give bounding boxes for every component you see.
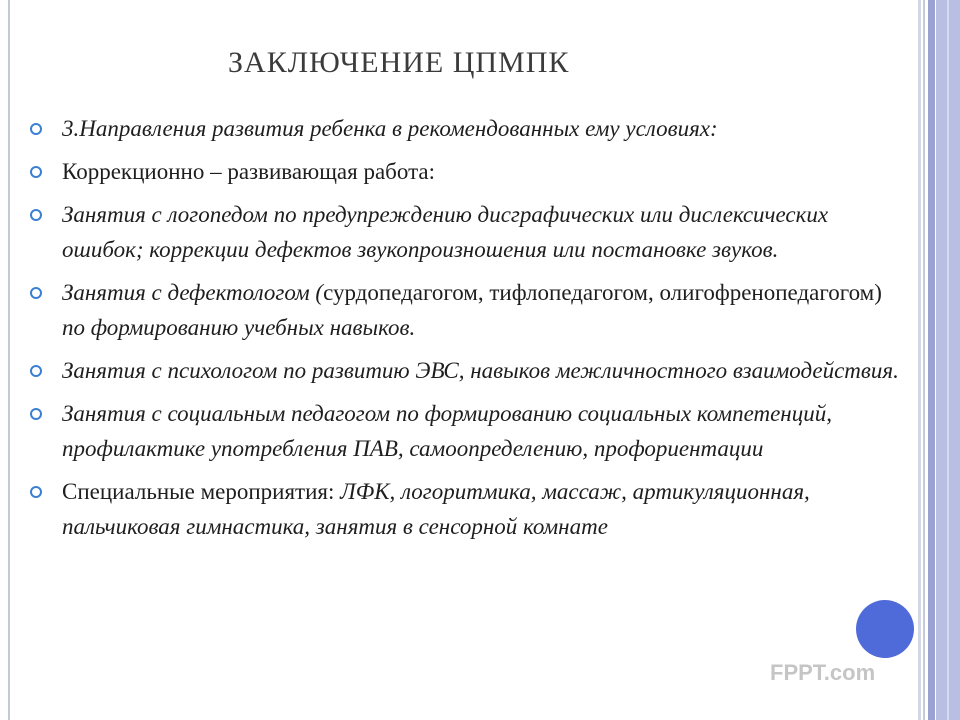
- watermark-logo: FPPT.com: [770, 660, 876, 685]
- decorative-circle: [856, 600, 914, 658]
- right-band-thin-1: [918, 0, 921, 720]
- bullet-text: Специальные мероприятия:: [62, 479, 341, 504]
- bullet-marker-icon: [30, 408, 42, 420]
- bullet-marker-icon: [30, 365, 42, 377]
- right-band-dark: [928, 0, 935, 720]
- bullet-text: 3.Направления развития ребенка в рекомендованных ему условиях:: [62, 116, 718, 141]
- bullet-item: [30, 353, 902, 388]
- bullet-text: Занятия с социальным педагогом по формированию социальных компетенций, профилактике употребления ПАВ, самоопределению, профориентации: [62, 401, 832, 461]
- bullet-text: Занятия с логопедом по предупреждению дисграфических или дислексических ошибок; коррекции дефектов звукопроизношения или постановке звуков.: [62, 202, 829, 262]
- bullet-text: по формированию учебных навыков.: [62, 315, 416, 340]
- bullet-item: [30, 275, 902, 345]
- bullet-item: [30, 197, 902, 267]
- bullet-text: Коррекционно – развивающая работа:: [62, 159, 436, 184]
- bullet-marker-icon: [30, 486, 42, 498]
- bullet-marker-icon: [30, 166, 42, 178]
- bullet-item: [30, 474, 902, 544]
- bullet-list: [30, 111, 902, 552]
- bullet-item: [30, 111, 902, 146]
- bullet-marker-icon: [30, 123, 42, 135]
- bullet-item: [30, 396, 902, 466]
- bullet-text: ЛФК, логоритмика, массаж, артикуляционная, пальчиковая гимнастика, занятия в сенсорной комнате: [62, 479, 810, 539]
- bullet-marker-icon: [30, 287, 42, 299]
- right-band-thin-2: [923, 0, 925, 720]
- right-band-highlight: [947, 0, 949, 720]
- bullet-marker-icon: [30, 209, 42, 221]
- bullet-text: Занятия с психологом по развитию ЭВС, навыков межличностного взаимодействия.: [62, 358, 899, 383]
- bullet-text: Занятия с дефектологом (: [62, 280, 324, 305]
- bullet-item: [30, 154, 902, 189]
- left-border-line: [8, 0, 10, 720]
- bullet-text: сурдопедагогом, тифлопедагогом, олигофренопедагогом): [323, 280, 882, 305]
- slide-title: ЗАКЛЮЧЕНИЕ ЦПМПК: [228, 46, 570, 79]
